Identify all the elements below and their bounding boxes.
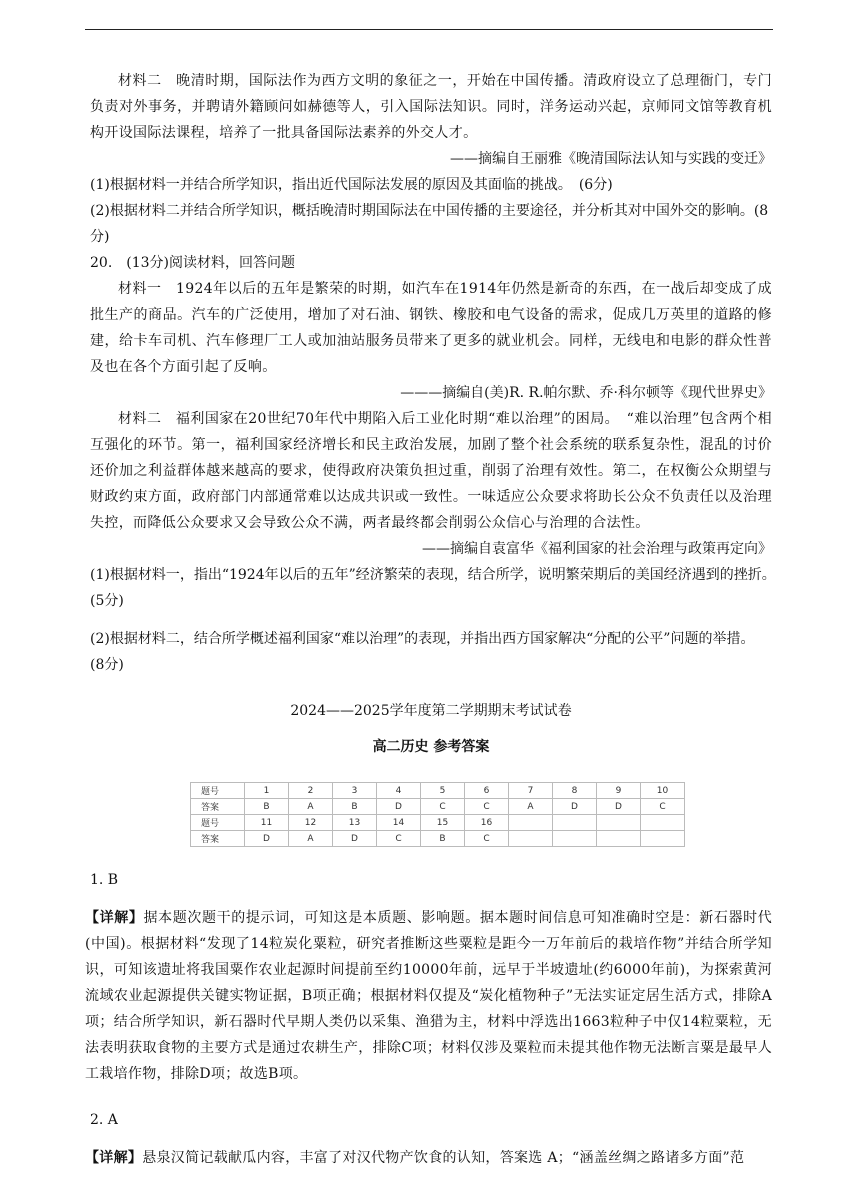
answer-table-cell: D (245, 831, 289, 847)
answer-table-row-header: 答案 (191, 799, 245, 815)
answer-table-cell: D (377, 799, 421, 815)
answer-table-cell (641, 815, 685, 831)
answer-table-cell: 3 (333, 783, 377, 799)
answer-table-row (191, 815, 685, 831)
answer-table-cell: B (421, 831, 465, 847)
material-text: 晚清时期，国际法作为西方文明的象征之一，开始在中国传播。清政府设立了总理衙门，专门负责对外事务，并聘请外籍顾问如赫德等人，引入国际法知识。同时，洋务运动兴起，京师同文馆等教育机构开设国际法课程，培养了一批具备国际法素养的外交人才。 (90, 73, 772, 141)
explanation-number: 2. A (90, 1112, 118, 1128)
answer-table-cell: 14 (377, 815, 421, 831)
q19-subquestion-2: (2)根据材料二并结合所学知识，概括晚清时期国际法在中国传播的主要途径，并分析其对中国外交的影响。(8分) (90, 203, 769, 245)
answer-table-cell: D (333, 831, 377, 847)
answer-table-row-header: 答案 (191, 831, 245, 847)
answer-table-cell: 9 (597, 783, 641, 799)
answer-table-cell: C (641, 799, 685, 815)
answer-table-row (191, 831, 685, 847)
answer-table-cell (509, 831, 553, 847)
explanations (85, 867, 772, 1171)
answer-table-cell (641, 831, 685, 847)
answer-table-cell (597, 831, 641, 847)
answer-table-cell: B (333, 799, 377, 815)
material-label: 材料二 (118, 411, 162, 427)
q19-subquestion-1: (1)根据材料一并结合所学知识，指出近代国际法发展的原因及其面临的挑战。 (6分) (90, 177, 613, 193)
answer-table-cell: 16 (465, 815, 509, 831)
answer-table-row (191, 783, 685, 799)
material-label: 材料二 (118, 73, 162, 89)
explanation-number: 1. B (90, 872, 119, 888)
answer-table-cell: D (597, 799, 641, 815)
answer-table-cell: 13 (333, 815, 377, 831)
answer-table-cell: 6 (465, 783, 509, 799)
answer-table-cell: A (509, 799, 553, 815)
q20-material-1 (90, 276, 772, 380)
explanation-text: 据本题次题干的提示词，可知这是本质题、影响题。据本题时间信息可知准确时空是：新石器时代(中国)。根据材料“发现了14粒炭化粟粒，研究者推断这些粟粒是距今一万年前后的栽培作物”并结合所学知识，可知该遗址将我国粟作农业起源时间提前至约10000年前，远早于半坡遗址(约6000年前)，为探索黄河流域农业起源提供关键实物证据，B项正确；根据材料仅提及“炭化植物种子”无法实证定居生活方式，排除A项；结合所学知识，新石器时代早期人类仍以采集、渔猎为主，材料中浮选出1663粒种子中仅14粒粟粒，无法表明获取食物的主要方式是通过农耕生产，排除C项；材料仅涉及粟粒而未提其他作物无法断言粟是最早人工栽培作物，排除D项；故选B项。 (85, 910, 772, 1082)
answer-table-cell: 10 (641, 783, 685, 799)
answer-table-cell: 1 (245, 783, 289, 799)
q20-header: 20. (13分)阅读材料，回答问题 (90, 255, 296, 271)
answer-table-cell: C (377, 831, 421, 847)
answer-table-row-header: 题号 (191, 815, 245, 831)
answer-table-row-header: 题号 (191, 783, 245, 799)
answer-table-cell (553, 815, 597, 831)
header-rule (85, 29, 773, 30)
q20-material-2-source: ——摘编自袁富华《福利国家的社会治理与政策再定向》 (422, 541, 772, 557)
answer-table-cell: C (421, 799, 465, 815)
answer-table-cell: B (245, 799, 289, 815)
explanation-text: 悬泉汉简记载献瓜内容，丰富了对汉代物产饮食的认知，答案选 A；“涵盖丝绸之路诸多方面”范 (142, 1150, 745, 1166)
q20-subquestion-2: (2)根据材料二，结合所学概述福利国家“难以治理”的表现，并指出西方国家解决“分配的公平”问题的举措。 (8分) (90, 631, 762, 673)
material-text: 1924年以后的五年是繁荣的时期，如汽车在1914年仍然是新奇的东西，在一战后却变成了成批生产的商品。汽车的广泛使用，增加了对石油、钢铁、橡胶和电气设备的需求，促成几万英里的道路的修建，给卡车司机、汽车修理厂工人或加油站服务员带来了更多的就业机会。同样，无线电和电影的群众性普及也在各个方面引起了反响。 (90, 281, 772, 375)
explanation-tag: 【详解】 (85, 1150, 143, 1166)
answer-table-cell: 15 (421, 815, 465, 831)
q20-material-1-source: ———摘编自(美)R. R.帕尔默、乔·科尔顿等《现代世界史》 (400, 385, 772, 401)
q20-subquestion-1: (1)根据材料一，指出“1924年以后的五年”经济繁荣的表现，结合所学，说明繁荣期后的美国经济遇到的挫折。 (5分) (90, 567, 783, 609)
answer-table-cell (553, 831, 597, 847)
answer-table-cell: A (289, 831, 333, 847)
material-text: 福利国家在20世纪70年代中期陷入后工业化时期“难以治理”的困局。 “难以治理”包含两个相互强化的环节。第一，福利国家经济增长和民主政治发展，加剧了整个社会系统的联系复杂性，混乱的讨价还价加之利益群体越来越高的要求，使得政府决策负担过重，削弱了治理有效性。第二，在权衡公众期望与财政约束方面，政府部门内部通常难以达成共识或一致性。一味适应公众要求将助长公众不负责任以及治理失控，而降低公众要求又会导致公众不满，两者最终都会削弱公众信心与治理的合法性。 (90, 411, 772, 531)
q19-material-2 (90, 68, 772, 146)
answer-sheet-subtitle: 高二历史 参考答案 (372, 739, 490, 755)
explanation-detail (85, 905, 772, 1087)
explanation-detail (85, 1145, 772, 1171)
answer-table-cell: D (553, 799, 597, 815)
material-label: 材料一 (118, 281, 162, 297)
explanation-tag: 【详解】 (85, 910, 144, 926)
answer-table-cell: C (465, 799, 509, 815)
answer-table-cell: A (289, 799, 333, 815)
q19-material-2-source: ——摘编自王丽雅《晚清国际法认知与实践的变迁》 (450, 151, 772, 167)
answer-table-cell: 7 (509, 783, 553, 799)
answer-table-cell: 8 (553, 783, 597, 799)
q20-material-2 (90, 406, 772, 536)
answer-table-cell (597, 815, 641, 831)
answer-table-cell: C (465, 831, 509, 847)
answer-table-cell (509, 815, 553, 831)
answer-table-row (191, 799, 685, 815)
document-body (85, 68, 783, 1171)
answer-table-cell: 4 (377, 783, 421, 799)
answer-table (190, 782, 685, 847)
answer-table-cell: 11 (245, 815, 289, 831)
answer-sheet-title: 2024——2025学年度第二学期期末考试试卷 (290, 703, 572, 719)
answer-table-cell: 5 (421, 783, 465, 799)
answer-table-cell: 2 (289, 783, 333, 799)
answer-table-cell: 12 (289, 815, 333, 831)
